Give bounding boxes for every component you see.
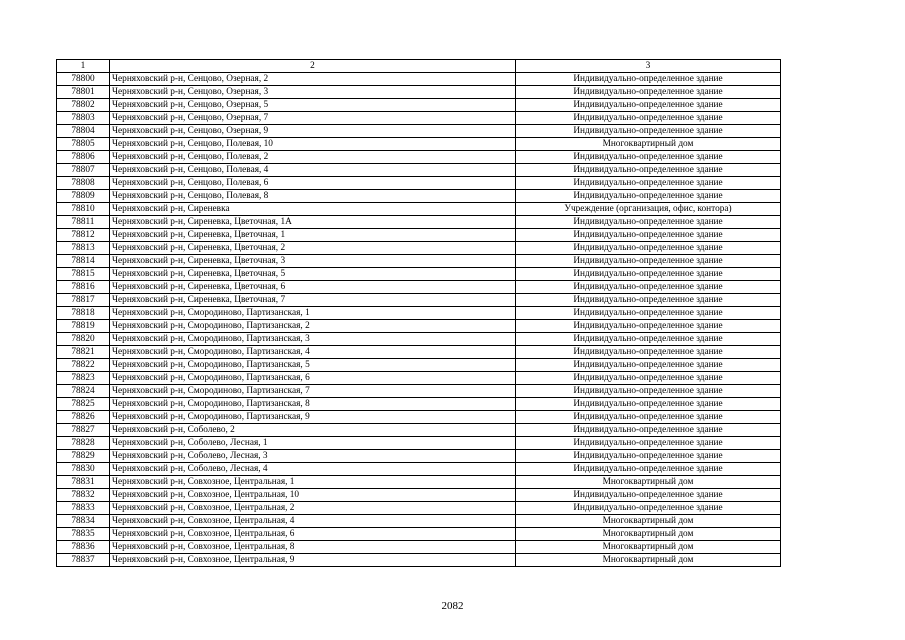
table-row bbox=[57, 450, 781, 463]
address-cell: Черняховский р-н, Сиреневка, Цветочная, 1А bbox=[110, 216, 516, 229]
object-type-cell: Индивидуально-определенное здание bbox=[516, 372, 781, 385]
object-type-cell: Индивидуально-определенное здание bbox=[516, 489, 781, 502]
table-row bbox=[57, 99, 781, 112]
page-number: 2082 bbox=[441, 600, 464, 612]
address-cell: Черняховский р-н, Смородиново, Партизанская, 4 bbox=[110, 346, 516, 359]
address-cell: Черняховский р-н, Смородиново, Партизанская, 9 bbox=[110, 411, 516, 424]
object-type-cell: Многоквартирный дом bbox=[516, 541, 781, 554]
row-number-cell: 78807 bbox=[57, 164, 110, 177]
address-cell: Черняховский р-н, Соболево, Лесная, 1 bbox=[110, 437, 516, 450]
object-type-cell: Индивидуально-определенное здание bbox=[516, 346, 781, 359]
row-number-cell: 78802 bbox=[57, 99, 110, 112]
table-row bbox=[57, 489, 781, 502]
address-cell: Черняховский р-н, Совхозное, Центральная, 8 bbox=[110, 541, 516, 554]
object-type-cell: Индивидуально-определенное здание bbox=[516, 177, 781, 190]
row-number-cell: 78832 bbox=[57, 489, 110, 502]
row-number-cell: 78827 bbox=[57, 424, 110, 437]
object-type-cell: Индивидуально-определенное здание bbox=[516, 112, 781, 125]
table-row bbox=[57, 229, 781, 242]
row-number-cell: 78800 bbox=[57, 73, 110, 86]
address-cell: Черняховский р-н, Совхозное, Центральная, 1 bbox=[110, 476, 516, 489]
object-type-cell: Индивидуально-определенное здание bbox=[516, 424, 781, 437]
address-cell: Черняховский р-н, Сенцово, Полевая, 6 bbox=[110, 177, 516, 190]
table-row bbox=[57, 372, 781, 385]
table-row bbox=[57, 86, 781, 99]
table-row bbox=[57, 281, 781, 294]
address-cell: Черняховский р-н, Совхозное, Центральная, 4 bbox=[110, 515, 516, 528]
address-cell: Черняховский р-н, Сенцово, Озерная, 2 bbox=[110, 73, 516, 86]
table-row bbox=[57, 255, 781, 268]
row-number-cell: 78813 bbox=[57, 242, 110, 255]
table-row bbox=[57, 398, 781, 411]
object-type-cell: Индивидуально-определенное здание bbox=[516, 242, 781, 255]
column-header-1: 1 bbox=[57, 60, 110, 73]
object-type-cell: Индивидуально-определенное здание bbox=[516, 268, 781, 281]
table-row bbox=[57, 216, 781, 229]
object-type-cell: Многоквартирный дом bbox=[516, 528, 781, 541]
address-cell: Черняховский р-н, Соболево, Лесная, 4 bbox=[110, 463, 516, 476]
table-row bbox=[57, 242, 781, 255]
address-cell: Черняховский р-н, Соболево, Лесная, 3 bbox=[110, 450, 516, 463]
object-type-cell: Индивидуально-определенное здание bbox=[516, 333, 781, 346]
address-cell: Черняховский р-н, Сиреневка, Цветочная, 5 bbox=[110, 268, 516, 281]
address-cell: Черняховский р-н, Сенцово, Озерная, 9 bbox=[110, 125, 516, 138]
table-row bbox=[57, 437, 781, 450]
object-type-cell: Индивидуально-определенное здание bbox=[516, 86, 781, 99]
row-number-cell: 78812 bbox=[57, 229, 110, 242]
row-number-cell: 78820 bbox=[57, 333, 110, 346]
row-number-cell: 78837 bbox=[57, 554, 110, 567]
table-row bbox=[57, 73, 781, 86]
column-header-3: 3 bbox=[516, 60, 781, 73]
table-row bbox=[57, 541, 781, 554]
object-type-cell: Индивидуально-определенное здание bbox=[516, 294, 781, 307]
table-row bbox=[57, 411, 781, 424]
row-number-cell: 78823 bbox=[57, 372, 110, 385]
object-type-cell: Индивидуально-определенное здание bbox=[516, 151, 781, 164]
row-number-cell: 78830 bbox=[57, 463, 110, 476]
registry-table-body bbox=[57, 60, 781, 567]
row-number-cell: 78828 bbox=[57, 437, 110, 450]
table-row bbox=[57, 333, 781, 346]
table-row bbox=[57, 112, 781, 125]
table-row bbox=[57, 346, 781, 359]
object-type-cell: Индивидуально-определенное здание bbox=[516, 229, 781, 242]
address-cell: Черняховский р-н, Совхозное, Центральная, 10 bbox=[110, 489, 516, 502]
address-cell: Черняховский р-н, Сенцово, Полевая, 8 bbox=[110, 190, 516, 203]
address-cell: Черняховский р-н, Сиреневка bbox=[110, 203, 516, 216]
address-cell: Черняховский р-н, Сиреневка, Цветочная, 7 bbox=[110, 294, 516, 307]
address-cell: Черняховский р-н, Смородиново, Партизанская, 2 bbox=[110, 320, 516, 333]
row-number-cell: 78817 bbox=[57, 294, 110, 307]
row-number-cell: 78821 bbox=[57, 346, 110, 359]
row-number-cell: 78805 bbox=[57, 138, 110, 151]
object-type-cell: Индивидуально-определенное здание bbox=[516, 398, 781, 411]
table-row bbox=[57, 294, 781, 307]
object-type-cell: Индивидуально-определенное здание bbox=[516, 281, 781, 294]
table-row bbox=[57, 177, 781, 190]
row-number-cell: 78833 bbox=[57, 502, 110, 515]
object-type-cell: Индивидуально-определенное здание bbox=[516, 125, 781, 138]
table-row bbox=[57, 528, 781, 541]
row-number-cell: 78831 bbox=[57, 476, 110, 489]
address-cell: Черняховский р-н, Сенцово, Полевая, 10 bbox=[110, 138, 516, 151]
column-header-2: 2 bbox=[110, 60, 516, 73]
table-row bbox=[57, 554, 781, 567]
row-number-cell: 78826 bbox=[57, 411, 110, 424]
row-number-cell: 78815 bbox=[57, 268, 110, 281]
address-cell: Черняховский р-н, Смородиново, Партизанская, 1 bbox=[110, 307, 516, 320]
row-number-cell: 78816 bbox=[57, 281, 110, 294]
table-row bbox=[57, 385, 781, 398]
address-cell: Черняховский р-н, Смородиново, Партизанская, 8 bbox=[110, 398, 516, 411]
address-cell: Черняховский р-н, Совхозное, Центральная, 6 bbox=[110, 528, 516, 541]
object-type-cell: Индивидуально-определенное здание bbox=[516, 190, 781, 203]
object-type-cell: Учреждение (организация, офис, контора) bbox=[516, 203, 781, 216]
object-type-cell: Индивидуально-определенное здание bbox=[516, 359, 781, 372]
row-number-cell: 78818 bbox=[57, 307, 110, 320]
address-cell: Черняховский р-н, Смородиново, Партизанская, 3 bbox=[110, 333, 516, 346]
object-type-cell: Индивидуально-определенное здание bbox=[516, 463, 781, 476]
object-type-cell: Индивидуально-определенное здание bbox=[516, 385, 781, 398]
row-number-cell: 78814 bbox=[57, 255, 110, 268]
address-cell: Черняховский р-н, Сиреневка, Цветочная, 6 bbox=[110, 281, 516, 294]
table-row bbox=[57, 515, 781, 528]
row-number-cell: 78810 bbox=[57, 203, 110, 216]
object-type-cell: Многоквартирный дом bbox=[516, 554, 781, 567]
object-type-cell: Индивидуально-определенное здание bbox=[516, 73, 781, 86]
table-row bbox=[57, 138, 781, 151]
table-row bbox=[57, 463, 781, 476]
row-number-cell: 78806 bbox=[57, 151, 110, 164]
object-type-cell: Многоквартирный дом bbox=[516, 515, 781, 528]
row-number-cell: 78822 bbox=[57, 359, 110, 372]
object-type-cell: Многоквартирный дом bbox=[516, 476, 781, 489]
address-cell: Черняховский р-н, Смородиново, Партизанская, 5 bbox=[110, 359, 516, 372]
row-number-cell: 78803 bbox=[57, 112, 110, 125]
table-row bbox=[57, 307, 781, 320]
row-number-cell: 78836 bbox=[57, 541, 110, 554]
table-row bbox=[57, 190, 781, 203]
object-type-cell: Индивидуально-определенное здание bbox=[516, 99, 781, 112]
table-row bbox=[57, 151, 781, 164]
registry-table bbox=[56, 59, 781, 567]
object-type-cell: Индивидуально-определенное здание bbox=[516, 502, 781, 515]
object-type-cell: Многоквартирный дом bbox=[516, 138, 781, 151]
row-number-cell: 78825 bbox=[57, 398, 110, 411]
object-type-cell: Индивидуально-определенное здание bbox=[516, 255, 781, 268]
row-number-cell: 78834 bbox=[57, 515, 110, 528]
object-type-cell: Индивидуально-определенное здание bbox=[516, 216, 781, 229]
address-cell: Черняховский р-н, Совхозное, Центральная, 2 bbox=[110, 502, 516, 515]
table-row bbox=[57, 268, 781, 281]
address-cell: Черняховский р-н, Сенцово, Озерная, 5 bbox=[110, 99, 516, 112]
object-type-cell: Индивидуально-определенное здание bbox=[516, 411, 781, 424]
object-type-cell: Индивидуально-определенное здание bbox=[516, 450, 781, 463]
address-cell: Черняховский р-н, Смородиново, Партизанская, 7 bbox=[110, 385, 516, 398]
object-type-cell: Индивидуально-определенное здание bbox=[516, 307, 781, 320]
address-cell: Черняховский р-н, Сенцово, Озерная, 3 bbox=[110, 86, 516, 99]
row-number-cell: 78824 bbox=[57, 385, 110, 398]
table-row bbox=[57, 424, 781, 437]
address-cell: Черняховский р-н, Сенцово, Полевая, 4 bbox=[110, 164, 516, 177]
address-cell: Черняховский р-н, Сиреневка, Цветочная, 1 bbox=[110, 229, 516, 242]
table-row bbox=[57, 203, 781, 216]
address-cell: Черняховский р-н, Смородиново, Партизанская, 6 bbox=[110, 372, 516, 385]
table-row bbox=[57, 164, 781, 177]
address-cell: Черняховский р-н, Совхозное, Центральная, 9 bbox=[110, 554, 516, 567]
row-number-cell: 78829 bbox=[57, 450, 110, 463]
table-row bbox=[57, 320, 781, 333]
row-number-cell: 78835 bbox=[57, 528, 110, 541]
table-row bbox=[57, 125, 781, 138]
object-type-cell: Индивидуально-определенное здание bbox=[516, 320, 781, 333]
table-header-row bbox=[57, 60, 781, 73]
address-cell: Черняховский р-н, Соболево, 2 bbox=[110, 424, 516, 437]
row-number-cell: 78804 bbox=[57, 125, 110, 138]
address-cell: Черняховский р-н, Сенцово, Полевая, 2 bbox=[110, 151, 516, 164]
row-number-cell: 78809 bbox=[57, 190, 110, 203]
address-cell: Черняховский р-н, Сенцово, Озерная, 7 bbox=[110, 112, 516, 125]
table-row bbox=[57, 476, 781, 489]
row-number-cell: 78819 bbox=[57, 320, 110, 333]
address-cell: Черняховский р-н, Сиреневка, Цветочная, 3 bbox=[110, 255, 516, 268]
object-type-cell: Индивидуально-определенное здание bbox=[516, 437, 781, 450]
table-row bbox=[57, 502, 781, 515]
row-number-cell: 78808 bbox=[57, 177, 110, 190]
table-row bbox=[57, 359, 781, 372]
row-number-cell: 78801 bbox=[57, 86, 110, 99]
address-cell: Черняховский р-н, Сиреневка, Цветочная, 2 bbox=[110, 242, 516, 255]
row-number-cell: 78811 bbox=[57, 216, 110, 229]
object-type-cell: Индивидуально-определенное здание bbox=[516, 164, 781, 177]
